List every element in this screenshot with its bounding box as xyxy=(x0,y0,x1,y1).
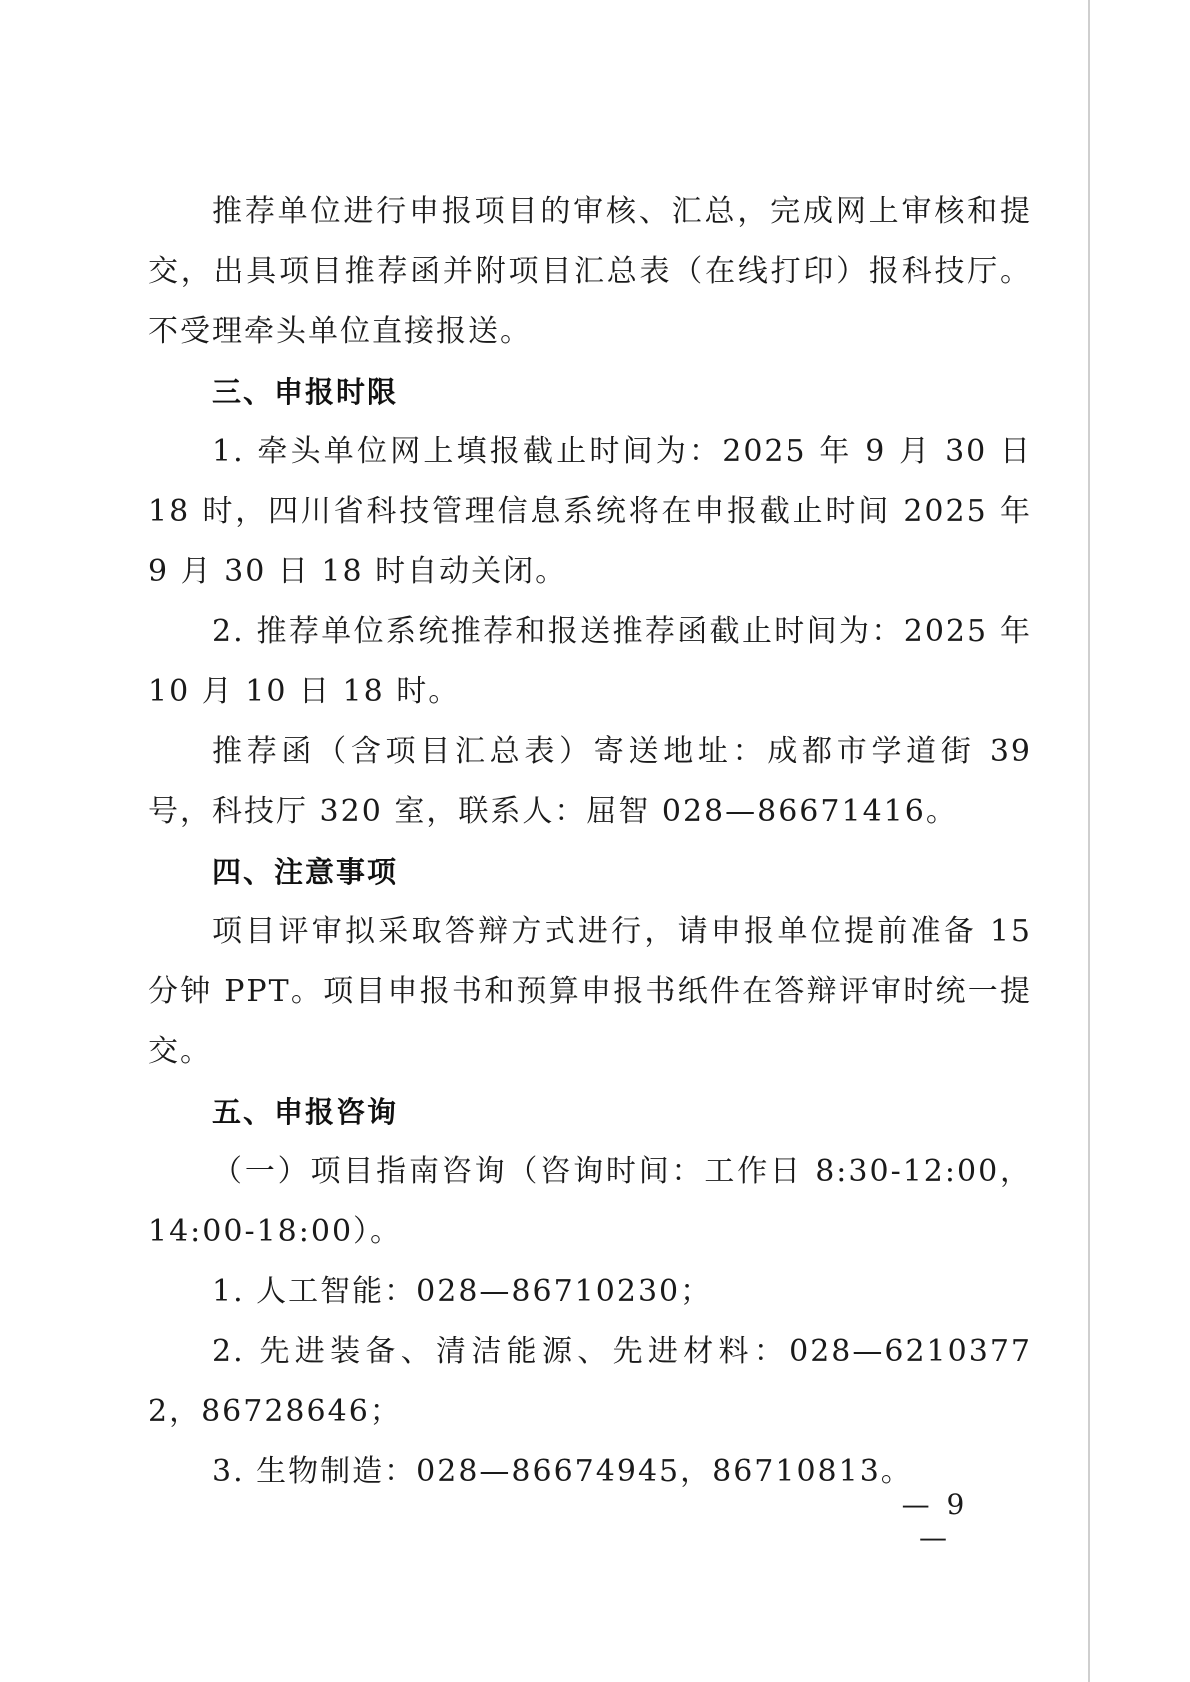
page-number: — 9 — xyxy=(901,1488,969,1554)
paragraph-deadline-recommend-unit: 2. 推荐单位系统推荐和报送推荐函截止时间为：2025 年 10 月 10 日 18 时。 xyxy=(148,614,1032,709)
paragraph-contact-biomanufacturing: 3. 生物制造：028—86674945，86710813。 xyxy=(212,1454,913,1489)
paragraph-deadline-lead-unit: 1. 牵头单位网上填报截止时间为：2025 年 9 月 30 日 18 时，四川省科技管理信息系统将在申报截止时间 2025 年 9 月 30 日 18 时自动关闭。 xyxy=(148,434,1032,589)
paragraph-contact-ai: 1. 人工智能：028—86710230； xyxy=(212,1274,713,1309)
paragraph-consultation-hours: （一）项目指南咨询（咨询时间：工作日 8:30-12:00，14:00-18:00）。 xyxy=(148,1154,1032,1249)
heading-notes: 四、注意事项 xyxy=(212,855,399,889)
heading-deadline: 三、申报时限 xyxy=(212,375,399,409)
document-body xyxy=(148,182,1032,1502)
scan-edge-line xyxy=(1088,0,1090,1682)
paragraph-submission-review: 推荐单位进行申报项目的审核、汇总，完成网上审核和提交，出具项目推荐函并附项目汇总表（在线打印）报科技厅。不受理牵头单位直接报送。 xyxy=(148,194,1032,349)
paragraph-contact-equipment: 2. 先进装备、清洁能源、先进材料：028—62103772，86728646； xyxy=(148,1334,1032,1429)
paragraph-mailing-address: 推荐函（含项目汇总表）寄送地址：成都市学道街 39 号，科技厅 320 室，联系人：屈智 028—86671416。 xyxy=(148,734,1032,829)
heading-consultation: 五、申报咨询 xyxy=(212,1095,399,1129)
paragraph-defense-notes: 项目评审拟采取答辩方式进行，请申报单位提前准备 15 分钟 PPT。项目申报书和预算申报书纸件在答辩评审时统一提交。 xyxy=(148,914,1032,1069)
